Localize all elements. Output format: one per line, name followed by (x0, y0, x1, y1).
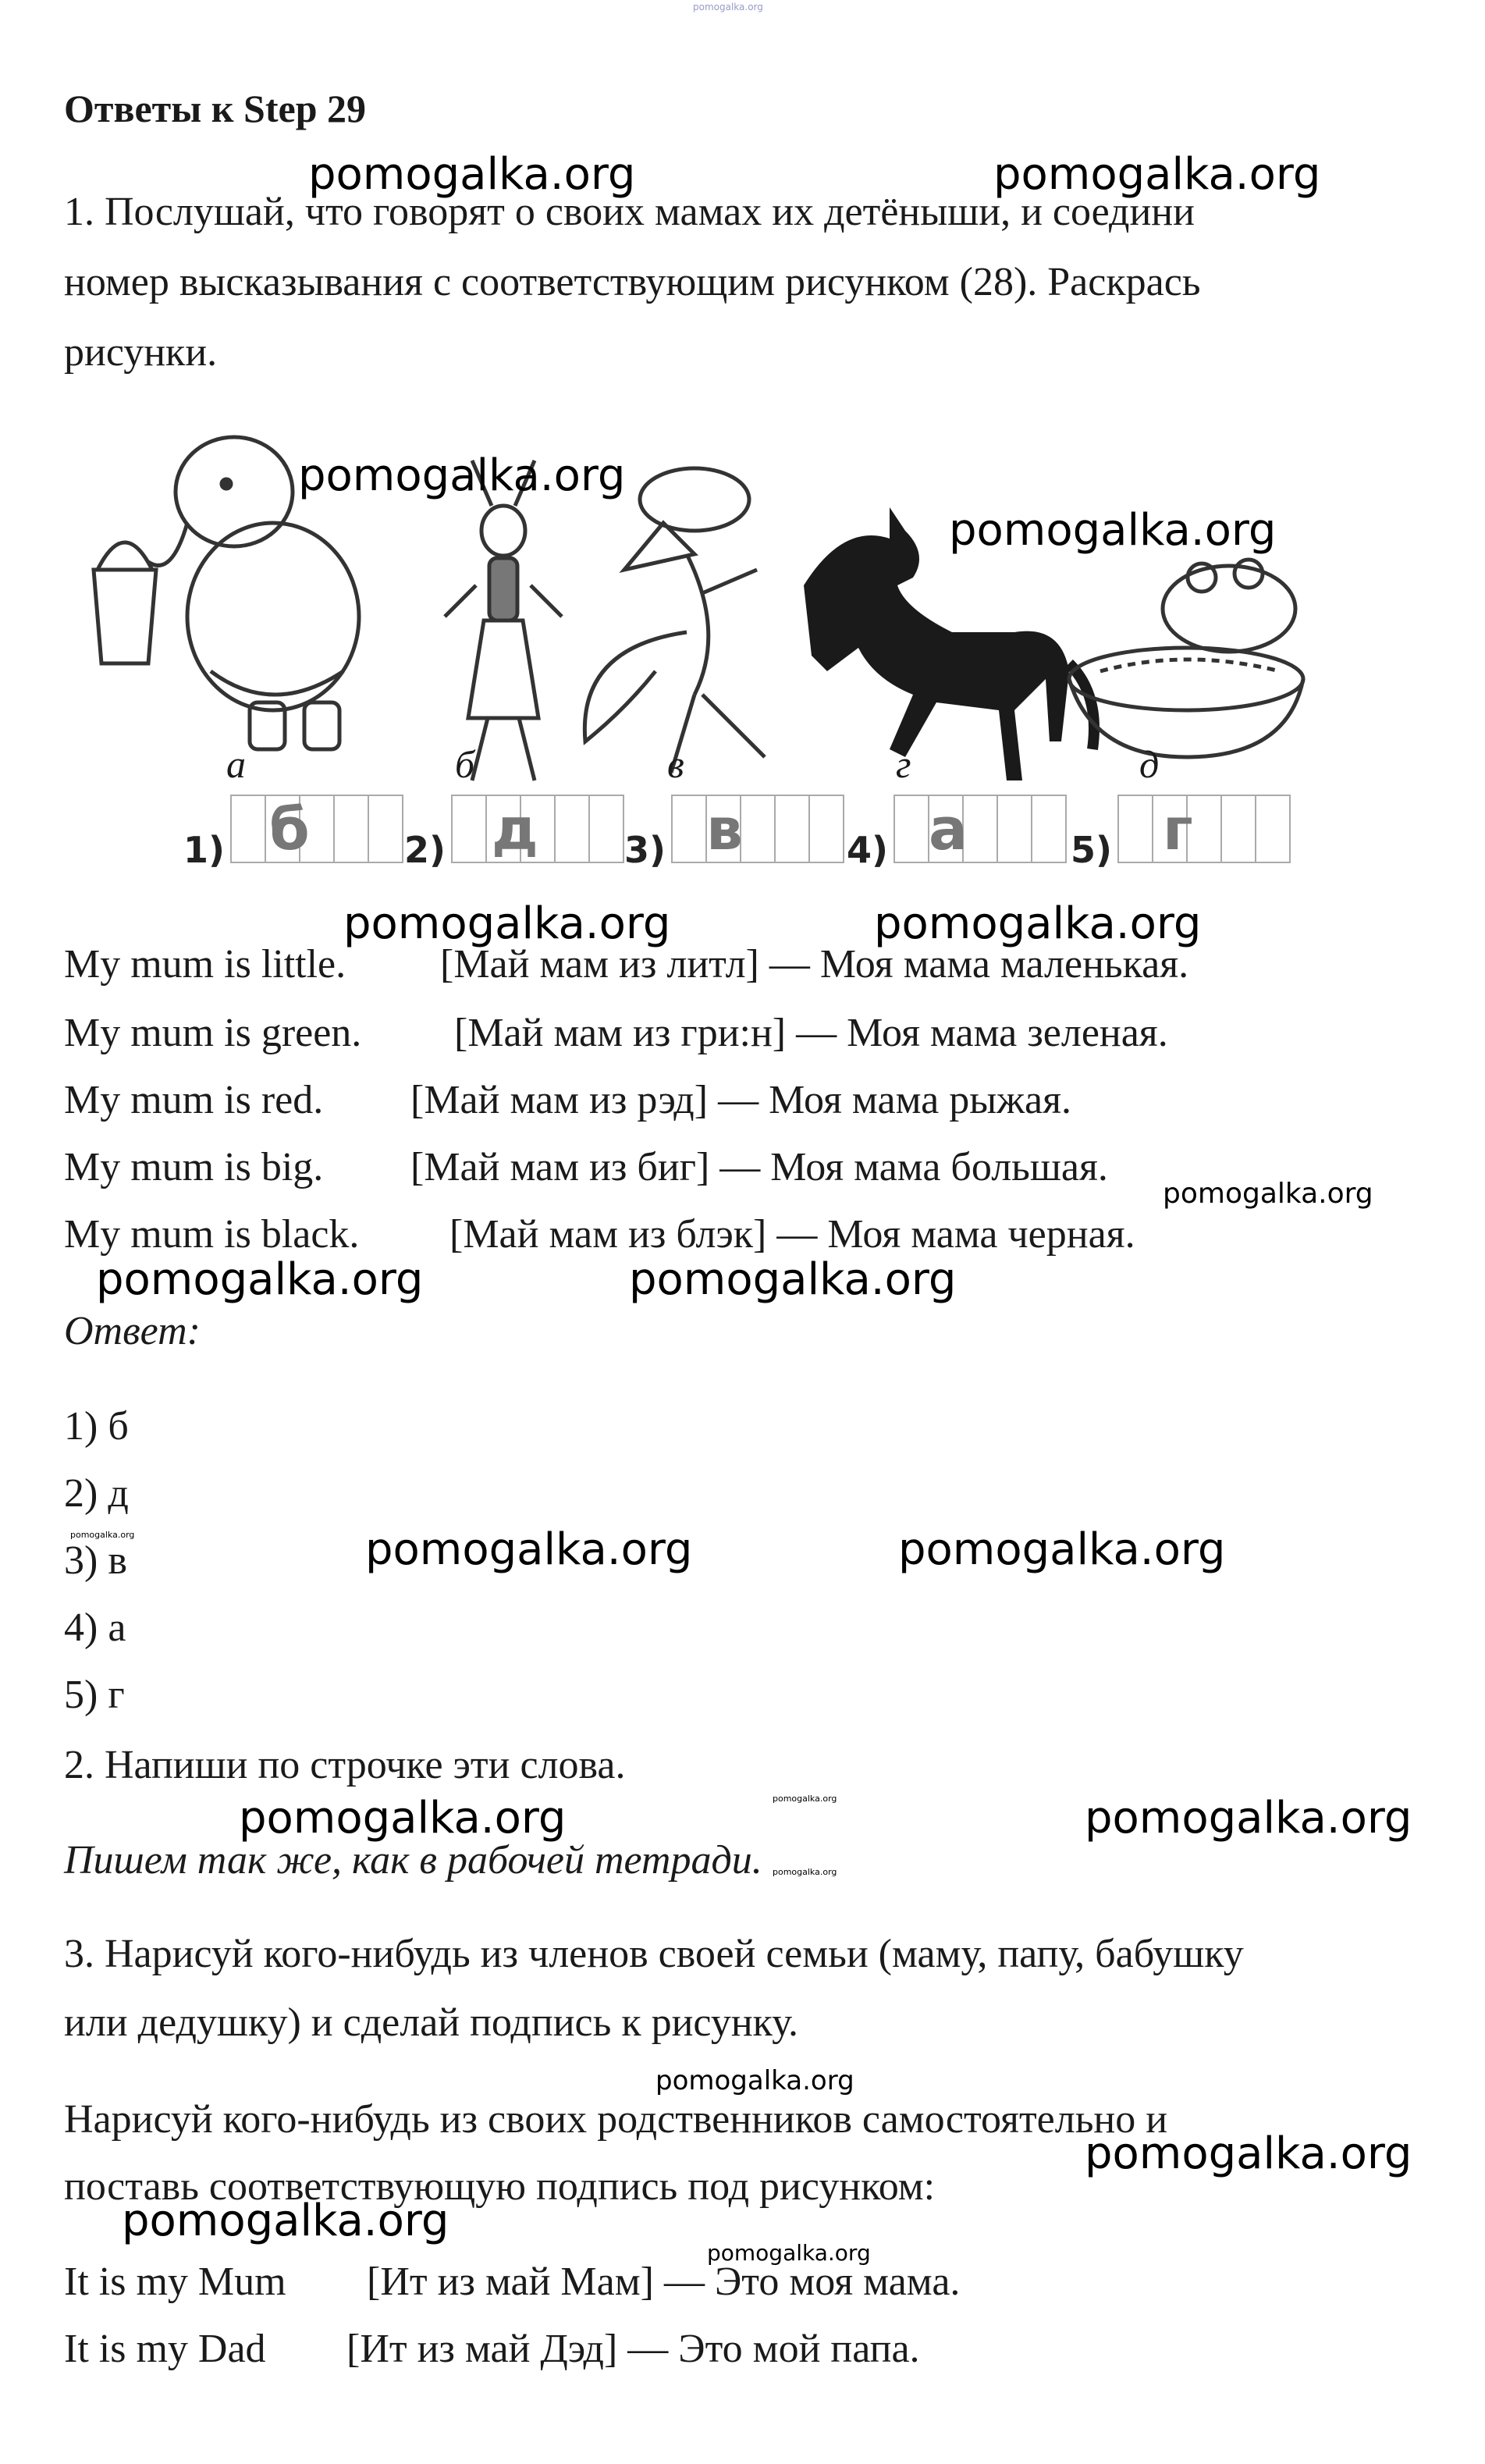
watermark: pomogalka.org (70, 1530, 135, 1540)
phrase-en: My mum is big. (64, 1145, 324, 1189)
figure-label: б (455, 742, 475, 786)
answer-item: 5) г (64, 1673, 125, 1717)
watermark: pomogalka.org (298, 450, 626, 501)
box-answer: в (706, 796, 743, 863)
phrase-en: My mum is red. (64, 1078, 324, 1122)
box-answer: б (269, 796, 310, 863)
watermark: pomogalka.org (1085, 1793, 1412, 1844)
phrase-en: My mum is little. (64, 942, 346, 987)
task3-line2: или дедушку) и сделай подпись к рисунку. (64, 2000, 798, 2045)
box-answer: д (492, 796, 538, 863)
box-number: 3) (624, 829, 666, 871)
figure-label: в (667, 742, 684, 786)
phrase-en: My mum is black. (64, 1212, 360, 1257)
answer-grid (1117, 795, 1289, 863)
box-answer: г (1163, 796, 1193, 863)
answer-item: 4) а (64, 1605, 126, 1650)
task1-line1: 1. Послушай, что говорят о своих мамах их детёныши, и соедини (64, 190, 1195, 234)
answer-label: Ответ: (64, 1309, 201, 1353)
figure-label: д (1139, 742, 1160, 786)
figure-label: а (226, 742, 246, 786)
box-number: 4) (847, 829, 889, 871)
answer-grid (893, 795, 1065, 863)
watermark: pomogalka.org (96, 1254, 424, 1305)
task2-answer: Пишем так же, как в рабочей тетради. (64, 1838, 762, 1883)
task3-p1: Нарисуй кого-нибудь из своих родственников самостоятельно и (64, 2097, 1168, 2142)
watermark: pomogalka.org (949, 505, 1277, 556)
phrase-translation: [Май мам из рэд] — Моя мама рыжая. (410, 1078, 1072, 1122)
phrase-translation: [Май мам из гри:н] — Моя мама зеленая. (454, 1011, 1168, 1055)
watermark: pomogalka.org (365, 1524, 693, 1575)
watermark: pomogalka.org (707, 2240, 871, 2266)
watermark: pomogalka.org (773, 1794, 837, 1804)
task2-heading: 2. Напиши по строчке эти слова. (64, 1743, 626, 1787)
watermark: pomogalka.org (993, 149, 1321, 200)
task1-line2: номер высказывания с соответствующим рисунком (28). Раскрась (64, 260, 1201, 304)
top-watermark: pomogalka.org (693, 2, 763, 12)
watermark: pomogalka.org (343, 898, 671, 949)
frog-picture (1069, 560, 1303, 757)
example-en: It is my Dad (64, 2327, 266, 2371)
watermark: pomogalka.org (308, 149, 636, 200)
watermark: pomogalka.org (122, 2196, 449, 2246)
figure-label: г (896, 742, 911, 786)
phrase-translation: [Май мам из биг] — Моя мама большая. (410, 1145, 1108, 1189)
watermark: pomogalka.org (655, 2065, 854, 2096)
page-title: Ответы к Step 29 (64, 87, 367, 130)
watermark: pomogalka.org (898, 1524, 1226, 1575)
watermark: pomogalka.org (629, 1254, 957, 1305)
box-number: 1) (183, 829, 226, 871)
example-translation: [Ит из май Дэд] — Это мой папа. (346, 2327, 920, 2371)
box-number: 5) (1071, 829, 1113, 871)
example-en: It is my Mum (64, 2260, 286, 2304)
watermark: pomogalka.org (874, 898, 1202, 949)
answer-item: 3) в (64, 1538, 127, 1583)
watermark: pomogalka.org (239, 1793, 567, 1844)
watermark: pomogalka.org (1085, 2128, 1412, 2179)
phrase-translation: [Май мам из блэк] — Моя мама черная. (449, 1212, 1135, 1257)
box-answer: а (929, 796, 968, 863)
answer-item: 2) д (64, 1471, 129, 1516)
answer-grid (671, 795, 843, 863)
phrase-en: My mum is green. (64, 1011, 362, 1055)
answer-item: 1) б (64, 1404, 129, 1449)
ant-picture (445, 460, 562, 780)
task1-line3: рисунки. (64, 330, 218, 375)
task3-line1: 3. Нарисуй кого-нибудь из членов своей семьи (маму, папу, бабушку (64, 1932, 1244, 1976)
task3-p2: поставь соответствующую подпись под рисунком: (64, 2164, 936, 2209)
example-translation: [Ит из май Мам] — Это моя мама. (367, 2260, 961, 2304)
phrase-translation: [Май мам из литл] — Моя мама маленькая. (440, 942, 1189, 987)
box-number: 2) (404, 829, 446, 871)
answer-grid (230, 795, 402, 863)
watermark: pomogalka.org (1163, 1178, 1373, 1210)
watermark: pomogalka.org (773, 1867, 837, 1877)
fox-picture (584, 468, 765, 773)
